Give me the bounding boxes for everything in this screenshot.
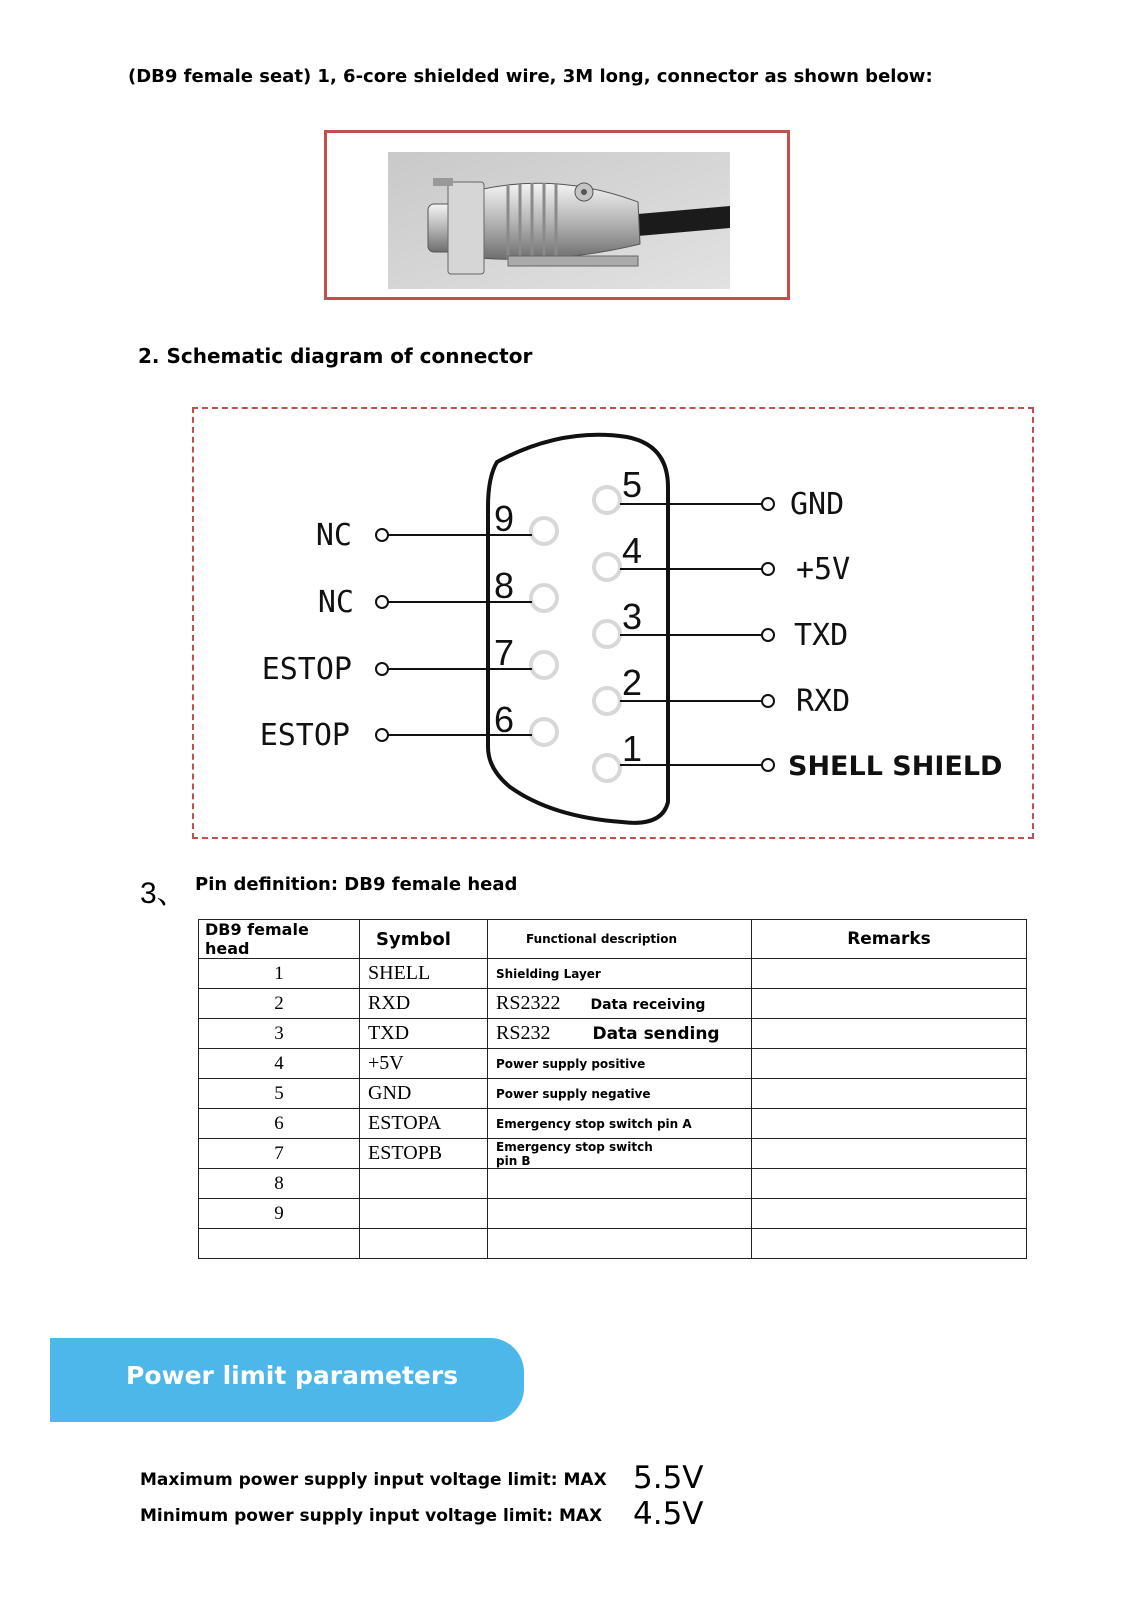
section-3-title: Pin definition: DB9 female head (195, 874, 518, 895)
table-row (199, 1019, 1027, 1049)
cell-remarks (752, 1169, 1027, 1199)
pin-label-9: NC (315, 518, 352, 553)
cell-pin: 1 (199, 959, 360, 989)
cell-protocol: RS232 (496, 1021, 551, 1044)
table-header-row (199, 920, 1027, 959)
cell-remarks (752, 1199, 1027, 1229)
pin-number-3: 3 (622, 596, 643, 637)
cell-remarks (752, 1079, 1027, 1109)
cell-symbol: SHELL (360, 959, 488, 989)
pin-label-6: ESTOP (259, 718, 350, 753)
cell-symbol: ESTOPB (360, 1139, 488, 1169)
db9-schematic (192, 407, 1034, 839)
header-pin: DB9 female head (199, 920, 360, 959)
cell-pin: 5 (199, 1079, 360, 1109)
pin-label-1: SHELL SHIELD (788, 751, 1003, 782)
cell-symbol (360, 1229, 488, 1259)
min-voltage-label: Minimum power supply input voltage limit: MAX (140, 1506, 603, 1526)
pin-label-3: TXD (794, 618, 849, 653)
table-row (199, 1049, 1027, 1079)
pin-number-6: 6 (494, 699, 515, 740)
cell-function: Power supply negative (488, 1079, 752, 1109)
cell-function (488, 1229, 752, 1259)
pin-label-4: +5V (796, 552, 851, 587)
cell-function-text: Data sending (592, 1023, 720, 1044)
cell-symbol: TXD (360, 1019, 488, 1049)
cell-function (488, 1199, 752, 1229)
cell-symbol: ESTOPA (360, 1109, 488, 1139)
section-3-number: 3、 (140, 877, 187, 910)
banner-title: Power limit parameters (126, 1361, 459, 1390)
header-symbol: Symbol (360, 920, 488, 959)
cell-pin: 6 (199, 1109, 360, 1139)
table-row (199, 989, 1027, 1019)
header-remarks: Remarks (752, 920, 1027, 959)
pin-number-4: 4 (622, 530, 643, 571)
cell-function: Emergency stop switch pin A (488, 1109, 752, 1139)
cell-remarks (752, 989, 1027, 1019)
cell-function (488, 1169, 752, 1199)
pin-number-9: 9 (494, 498, 515, 539)
cell-function: Power supply positive (488, 1049, 752, 1079)
cell-function (488, 989, 752, 1019)
cell-pin: 2 (199, 989, 360, 1019)
table-row (199, 1229, 1027, 1259)
table-row (199, 1199, 1027, 1229)
cell-pin: 7 (199, 1139, 360, 1169)
pin-number-8: 8 (494, 565, 515, 606)
pin-label-8: NC (317, 585, 354, 620)
cell-symbol: +5V (360, 1049, 488, 1079)
max-voltage-value: 5.5V (633, 1460, 704, 1496)
cell-pin (199, 1229, 360, 1259)
cell-symbol (360, 1199, 488, 1229)
cell-symbol: GND (360, 1079, 488, 1109)
cell-remarks (752, 959, 1027, 989)
cell-protocol: RS2322 (496, 991, 561, 1014)
min-voltage-value: 4.5V (633, 1496, 704, 1532)
intro-text: (DB9 female seat) 1, 6-core shielded wire, 3M long, connector as shown below: (128, 66, 933, 87)
table-row (199, 959, 1027, 989)
cell-pin: 3 (199, 1019, 360, 1049)
header-function: Functional description (488, 920, 752, 959)
max-voltage-label: Maximum power supply input voltage limit: MAX (140, 1470, 607, 1490)
table-row (199, 1139, 1027, 1169)
pin-label-7: ESTOP (261, 652, 352, 687)
cell-pin: 8 (199, 1169, 360, 1199)
cell-pin: 9 (199, 1199, 360, 1229)
table-row (199, 1109, 1027, 1139)
table-row (199, 1169, 1027, 1199)
pin-number-2: 2 (622, 662, 643, 703)
cell-remarks (752, 1019, 1027, 1049)
cell-function: Emergency stop switch pin B (488, 1139, 752, 1169)
cell-function-text: Data receiving (590, 996, 706, 1013)
cell-remarks (752, 1139, 1027, 1169)
pin-number-1: 1 (622, 728, 643, 769)
cell-function (488, 1019, 752, 1049)
pin-label-2: RXD (796, 684, 851, 719)
cell-function: Shielding Layer (488, 959, 752, 989)
table-row (199, 1079, 1027, 1109)
cell-symbol: RXD (360, 989, 488, 1019)
pin-number-5: 5 (622, 464, 643, 505)
cell-remarks (752, 1229, 1027, 1259)
pin-label-5: GND (790, 487, 845, 522)
cell-remarks (752, 1109, 1027, 1139)
section-2-title: 2. Schematic diagram of connector (138, 344, 533, 368)
cell-pin: 4 (199, 1049, 360, 1079)
cell-symbol (360, 1169, 488, 1199)
connector-photo (388, 152, 730, 289)
pin-definition-table (198, 919, 1027, 1259)
cell-remarks (752, 1049, 1027, 1079)
pin-number-7: 7 (494, 632, 515, 673)
